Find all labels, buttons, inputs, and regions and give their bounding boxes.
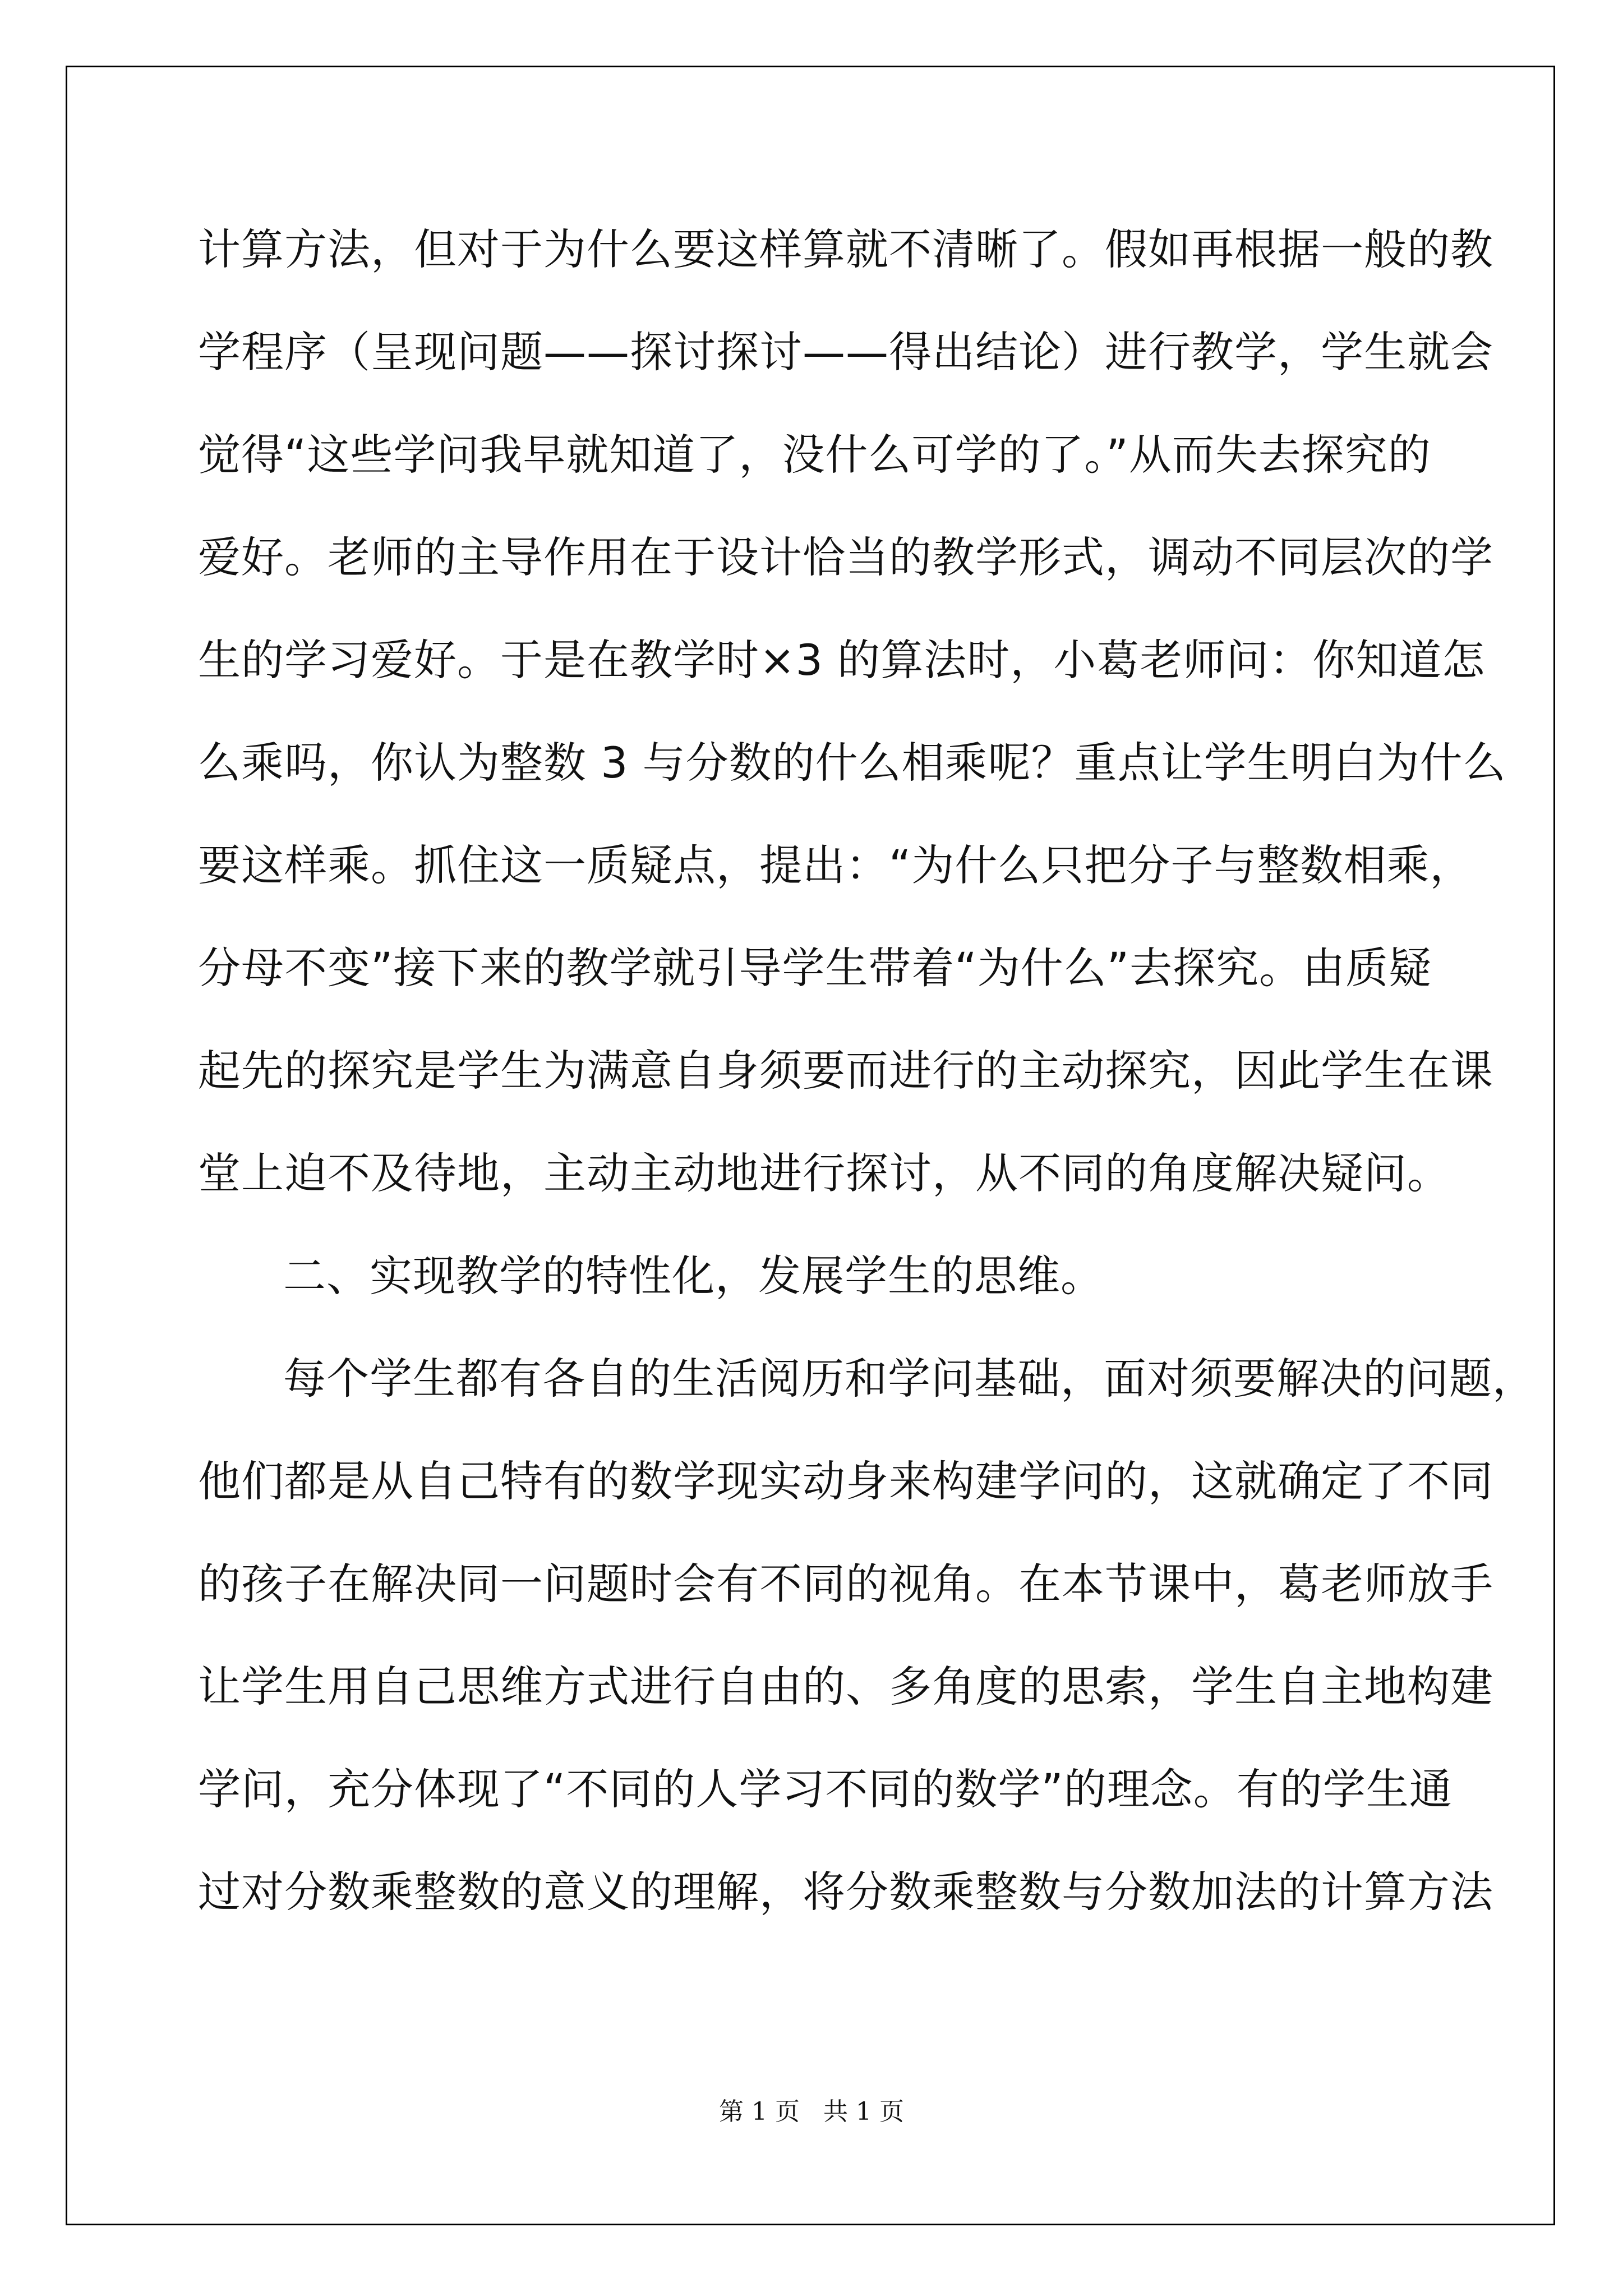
- paragraph-line: 让学生用自己思维方式进行自由的、多角度的思索，学生自主地构建: [198, 1662, 1493, 1711]
- paragraph-line: 他们都是从自己特有的数学现实动身来构建学问的，这就确定了不同: [198, 1456, 1493, 1506]
- paragraph-line: 么乘吗，你认为整数 3 与分数的什么相乘呢？重点让学生明白为什么: [198, 738, 1506, 788]
- paragraph-line: 过对分数乘整数的意义的理解，将分数乘整数与分数加法的计算方法: [198, 1867, 1493, 1917]
- paragraph-line: 堂上迫不及待地，主动主动地进行探讨，从不同的角度解决疑问。: [198, 1148, 1450, 1198]
- paragraph-line: 学程序（呈现问题——探讨探讨——得出结论）进行教学，学生就会: [198, 327, 1493, 377]
- paragraph-line: 学问，充分体现了“不同的人学习不同的数学”的理念。有的学生通: [198, 1764, 1453, 1814]
- paragraph-line: 生的学习爱好。于是在教学时×3 的算法时，小葛老师问：你知道怎: [198, 635, 1486, 685]
- paragraph-line: 觉得“这些学问我早就知道了，没什么可学的了。”从而失去探究的: [198, 430, 1431, 480]
- paragraph-line: 起先的探究是学生为满意自身须要而进行的主动探究，因此学生在课: [198, 1046, 1493, 1096]
- paragraph-line: 爱好。老师的主导作用在于设计恰当的教学形式，调动不同层次的学: [198, 532, 1493, 582]
- paragraph-line: 计算方法，但对于为什么要这样算就不清晰了。假如再根据一般的教: [198, 224, 1493, 274]
- paragraph-line: 分母不变”接下来的教学就引导学生带着“为什么”去探究。由质疑: [198, 943, 1432, 993]
- paragraph-line: 的孩子在解决同一问题时会有不同的视角。在本节课中，葛老师放手: [198, 1559, 1493, 1609]
- section-heading: 二、实现教学的特性化，发展学生的思维。: [283, 1251, 1104, 1301]
- paragraph-line: 每个学生都有各自的生活阅历和学问基础，面对须要解决的问题，: [283, 1354, 1536, 1404]
- page-number-footer: 第 1 页 共 1 页: [719, 2097, 904, 2126]
- paragraph-line: 要这样乘。抓住这一质疑点，提出：“为什么只把分子与整数相乘，: [198, 840, 1473, 890]
